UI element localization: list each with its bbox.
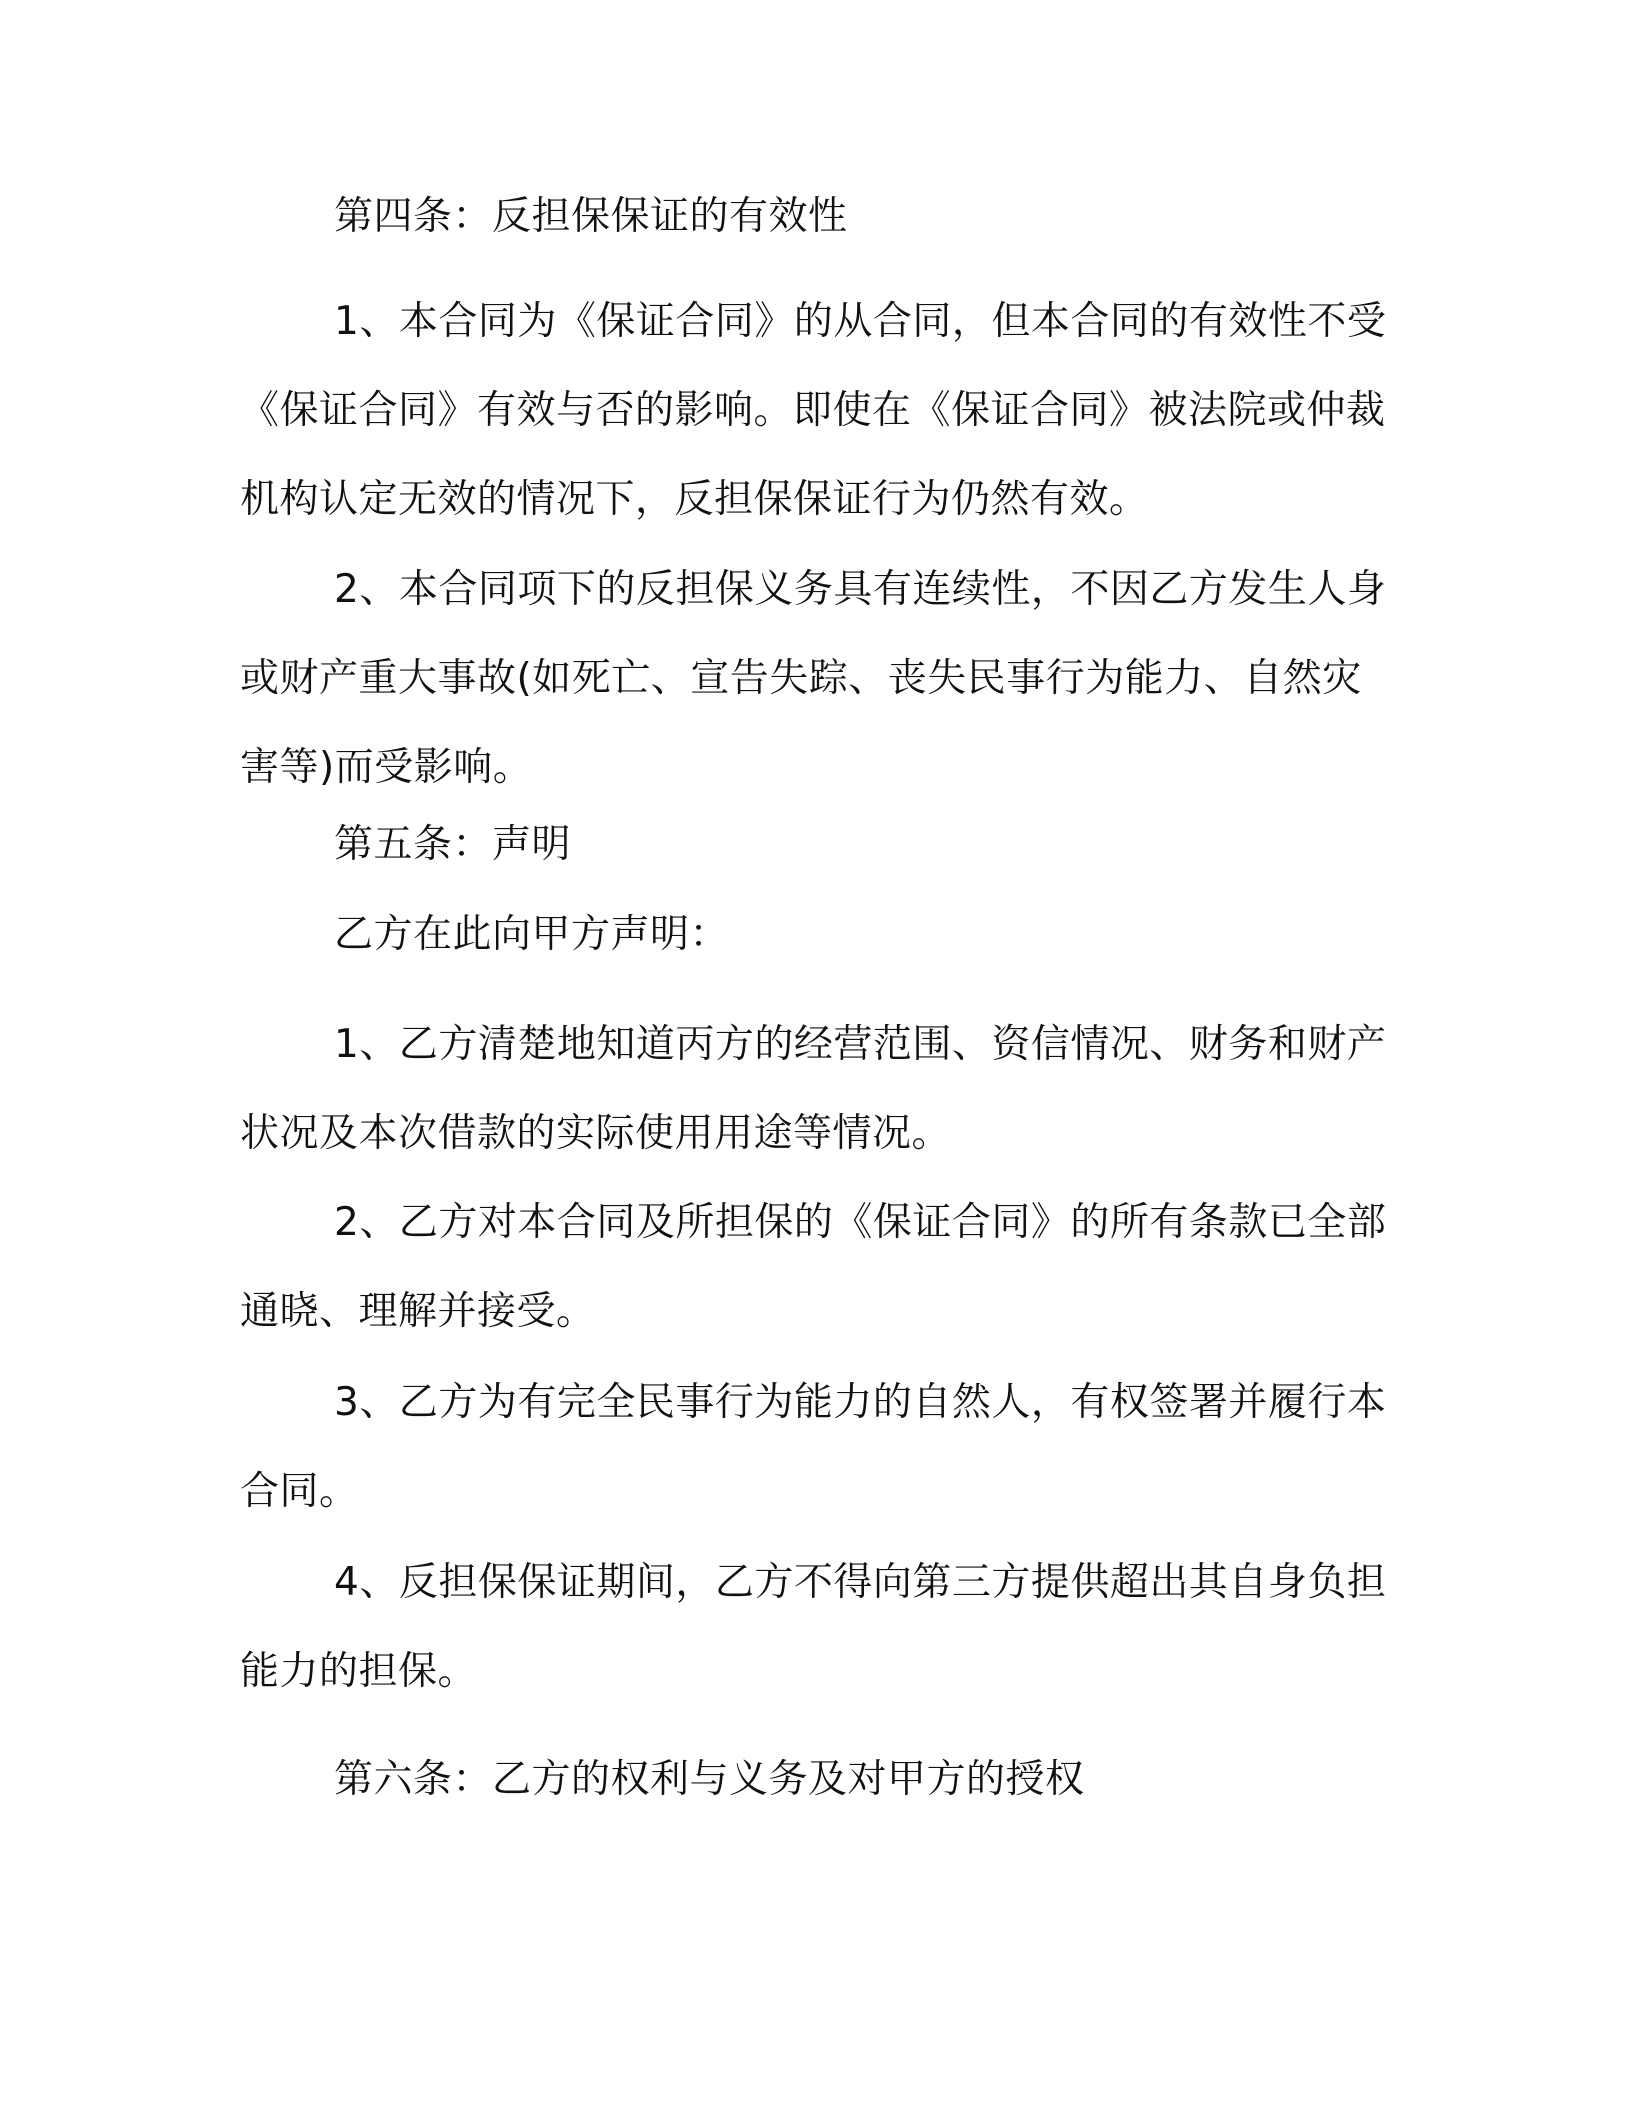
article-5-item-2: 2、乙方对本合同及所担保的《保证合同》的所有条款已全部通晓、理解并接受。 <box>240 1200 1387 1334</box>
article-5-item-1: 1、乙方清楚地知道丙方的经营范围、资信情况、财务和财产状况及本次借款的实际使用用途等情况。 <box>240 1022 1387 1156</box>
article-4-item-1: 1、本合同为《保证合同》的从合同，但本合同的有效性不受《保证合同》有效与否的影响。即使在《保证合同》被法院或仲裁机构认定无效的情况下，反担保保证行为仍然有效。 <box>240 299 1387 522</box>
article-5-heading: 第五条：声明 <box>334 822 572 867</box>
article-5-item-3: 3、乙方为有完全民事行为能力的自然人，有权签署并履行本合同。 <box>240 1380 1387 1514</box>
article-4-item-2: 2、本合同项下的反担保义务具有连续性，不因乙方发生人身或财产重大事故(如死亡、宣告失踪、丧失民事行为能力、自然灾害等)而受影响。 <box>240 567 1387 790</box>
article-5-intro: 乙方在此向甲方声明： <box>334 912 730 957</box>
article-5-item-4: 4、反担保保证期间，乙方不得向第三方提供超出其自身负担能力的担保。 <box>240 1560 1387 1694</box>
article-4-heading: 第四条：反担保保证的有效性 <box>334 194 848 239</box>
article-6-heading: 第六条：乙方的权利与义务及对甲方的授权 <box>334 1757 1085 1802</box>
